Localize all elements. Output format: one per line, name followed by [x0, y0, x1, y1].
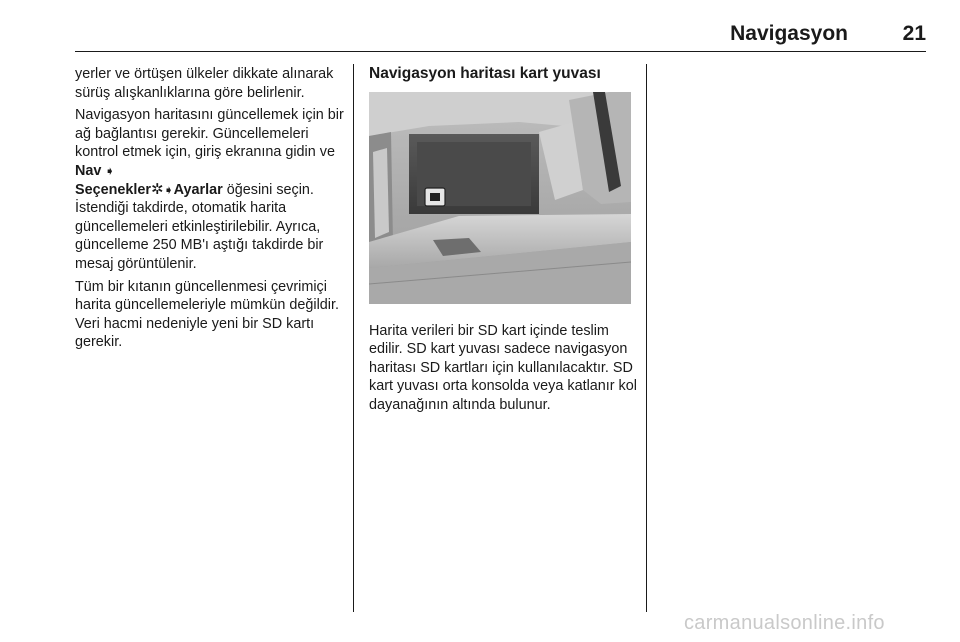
column-divider-1: [353, 64, 354, 612]
menu-path-line: [75, 182, 314, 198]
paragraph-2-suffix: öğesini seçin.: [222, 181, 314, 198]
paragraph-2-text: Navigasyon haritasını güncellemek için bir ağ bağlantısı gerekir. Güncellemeleri kontrol etmek için, giriş ekranına gidin ve: [75, 107, 344, 161]
sd-card-slot-opening: [430, 193, 440, 201]
sd-card-slot-photo: [369, 92, 631, 304]
header-rule: [75, 51, 926, 52]
menu-options: Seçenekler: [75, 181, 152, 198]
column-middle: [369, 65, 639, 419]
arrow-right-icon: ➧: [163, 182, 174, 197]
gear-icon: ✲: [151, 180, 164, 198]
column-divider-2: [646, 64, 647, 612]
menu-settings: Ayarlar: [173, 181, 223, 198]
paragraph-1: yerler ve örtüşen ülkeler dikkate alınarak sürüş alışkanlıklarına göre belirlenir.: [75, 66, 334, 101]
paragraph-3: Tüm bir kıtanın güncellenmesi çevrimiçi harita güncellemeleriyle mümkün değildir. Veri hacmi nedeniyle yeni bir SD kartı gerekir.: [75, 278, 339, 351]
column-left: [75, 65, 347, 356]
arrow-right-icon: ➧: [101, 163, 115, 178]
page-number: 21: [902, 22, 926, 45]
paragraph-sd-card: Harita verileri bir SD kart içinde teslim edilir. SD kart yuvası sadece navigasyon haritası SD kartları için kullanılacaktır. SD kart yuvası orta konsolda veya katlanır kol dayanağının altında bulunur.: [369, 322, 637, 413]
section-heading: Navigasyon haritası kart yuvası: [369, 65, 601, 82]
watermark: carmanualsonline.info: [684, 612, 885, 634]
paragraph-2-continued: İstendiği takdirde, otomatik harita güncellemeleri etkinleştirilebilir. Ayrıca, güncelleme 250 MB'ı aştığı takdirde bir mesaj görüntülenir.: [75, 200, 324, 272]
menu-nav: Nav: [75, 162, 102, 179]
header-title: Navigasyon: [730, 22, 848, 45]
left-trim-highlight: [373, 148, 389, 238]
paragraph-2: [75, 106, 347, 273]
